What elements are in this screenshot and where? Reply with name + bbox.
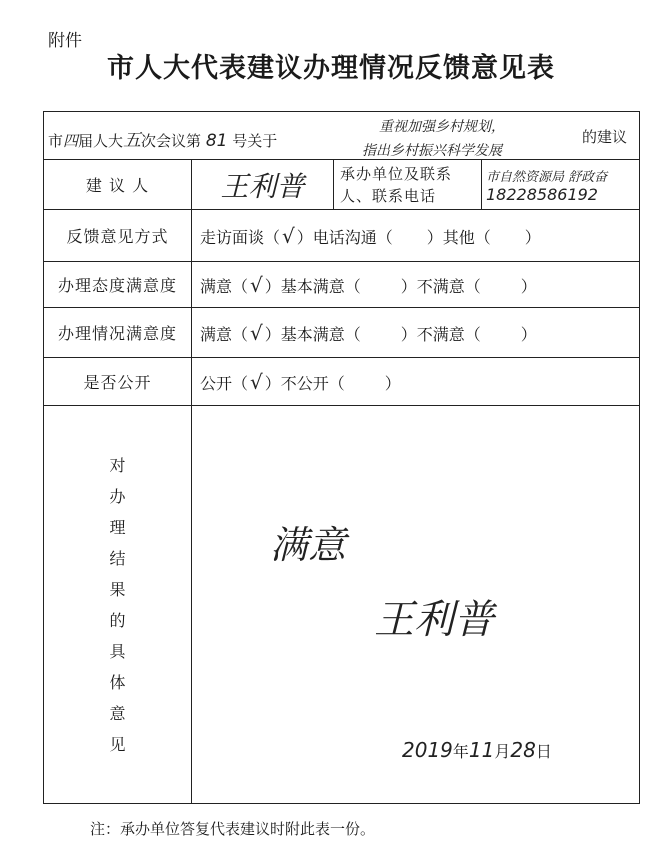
option-unsatisfied: ）不满意（	[400, 276, 481, 296]
date-year: 2019	[402, 738, 453, 762]
attitude-row	[44, 262, 640, 308]
date-month: 11	[468, 738, 495, 762]
check-mark: √	[250, 369, 263, 394]
date-year-suffix: 年	[452, 742, 469, 761]
opinion-label-char: 体	[109, 672, 126, 692]
situation-row	[44, 308, 640, 358]
opinion-label-char: 具	[109, 641, 126, 661]
topic-middle: 届人大	[78, 132, 124, 150]
signature: 王利普	[374, 597, 494, 643]
option-satisfied: 满意（	[200, 276, 249, 296]
meeting-number: 五	[123, 130, 142, 151]
opinion-label-char: 办	[109, 486, 126, 506]
date-month-suffix: 月	[494, 742, 511, 761]
option-close: ）	[520, 276, 537, 296]
option-close: ）	[520, 324, 537, 344]
opinion-content	[192, 406, 640, 804]
page-title: 市人大代表建议办理情况反馈意见表	[107, 53, 555, 84]
topic-row	[44, 112, 640, 160]
option-satisfied: 满意（	[200, 324, 249, 344]
check-mark: √	[282, 223, 295, 248]
public-label: 是否公开	[44, 358, 192, 406]
option-not-public: ）不公开（	[264, 373, 345, 393]
option-close: ）	[384, 373, 401, 393]
delegate-row	[44, 160, 640, 210]
option-other: ）其他（	[426, 227, 491, 247]
topic-prefix-group	[48, 126, 277, 152]
option-basically-satisfied: ）基本满意（	[264, 276, 361, 296]
attitude-options	[192, 262, 640, 308]
handwritten-opinion: 满意	[270, 523, 347, 567]
option-visit: 走访面谈（	[200, 227, 281, 247]
option-public: 公开（	[200, 373, 249, 393]
situation-options	[192, 308, 640, 358]
opinion-label-char: 的	[109, 610, 126, 630]
opinion-label-char: 见	[109, 734, 126, 754]
opinion-label-char: 意	[109, 703, 126, 723]
option-close: ）	[524, 227, 541, 247]
opinion-label	[44, 406, 192, 804]
proposal-topic-line1: 重视加强乡村规划，	[379, 119, 505, 135]
date-day-suffix: 日	[535, 742, 552, 761]
feedback-method-options	[192, 210, 640, 262]
opinion-row	[44, 406, 640, 804]
topic-suffix: 次会议第	[141, 132, 202, 150]
feedback-method-label: 反馈意见方式	[44, 210, 192, 262]
opinion-label-char: 对	[109, 455, 126, 475]
proposal-number: 81	[205, 131, 228, 151]
opinion-date	[402, 738, 552, 762]
topic-end: 的建议	[581, 128, 627, 146]
check-mark: √	[250, 320, 263, 345]
feedback-form-table	[43, 111, 640, 804]
date-day: 28	[510, 738, 536, 762]
public-row	[44, 358, 640, 406]
opinion-label-char: 结	[109, 548, 126, 568]
proposal-topic-line2: 指出乡村振兴科学发展	[362, 143, 502, 159]
unit-phone: 18228586192	[486, 184, 598, 204]
topic-after-number: 号关于	[232, 132, 278, 150]
unit-name: 市自然资源局 舒政奋	[486, 169, 608, 185]
unit-label: 承办单位及联系人、联系电话	[334, 160, 482, 210]
situation-label: 办理情况满意度	[44, 308, 192, 358]
feedback-method-row	[44, 210, 640, 262]
unit-contact	[482, 160, 640, 210]
attitude-label: 办理态度满意度	[44, 262, 192, 308]
attachment-label: 附件	[48, 31, 82, 51]
opinion-label-char: 理	[109, 517, 126, 537]
option-basically-satisfied: ）基本满意（	[264, 324, 361, 344]
option-unsatisfied: ）不满意（	[400, 324, 481, 344]
opinion-label-char: 果	[109, 579, 126, 599]
topic-prefix: 市	[48, 132, 64, 150]
delegate-name: 王利普	[192, 160, 334, 210]
footer-note: 注：承办单位答复代表建议时附此表一份。	[90, 820, 376, 838]
delegate-label: 建 议 人	[44, 160, 192, 210]
check-mark: √	[250, 272, 263, 297]
option-phone: ）电话沟通（	[296, 227, 393, 247]
public-options	[192, 358, 640, 406]
session-number: 四	[63, 132, 79, 150]
